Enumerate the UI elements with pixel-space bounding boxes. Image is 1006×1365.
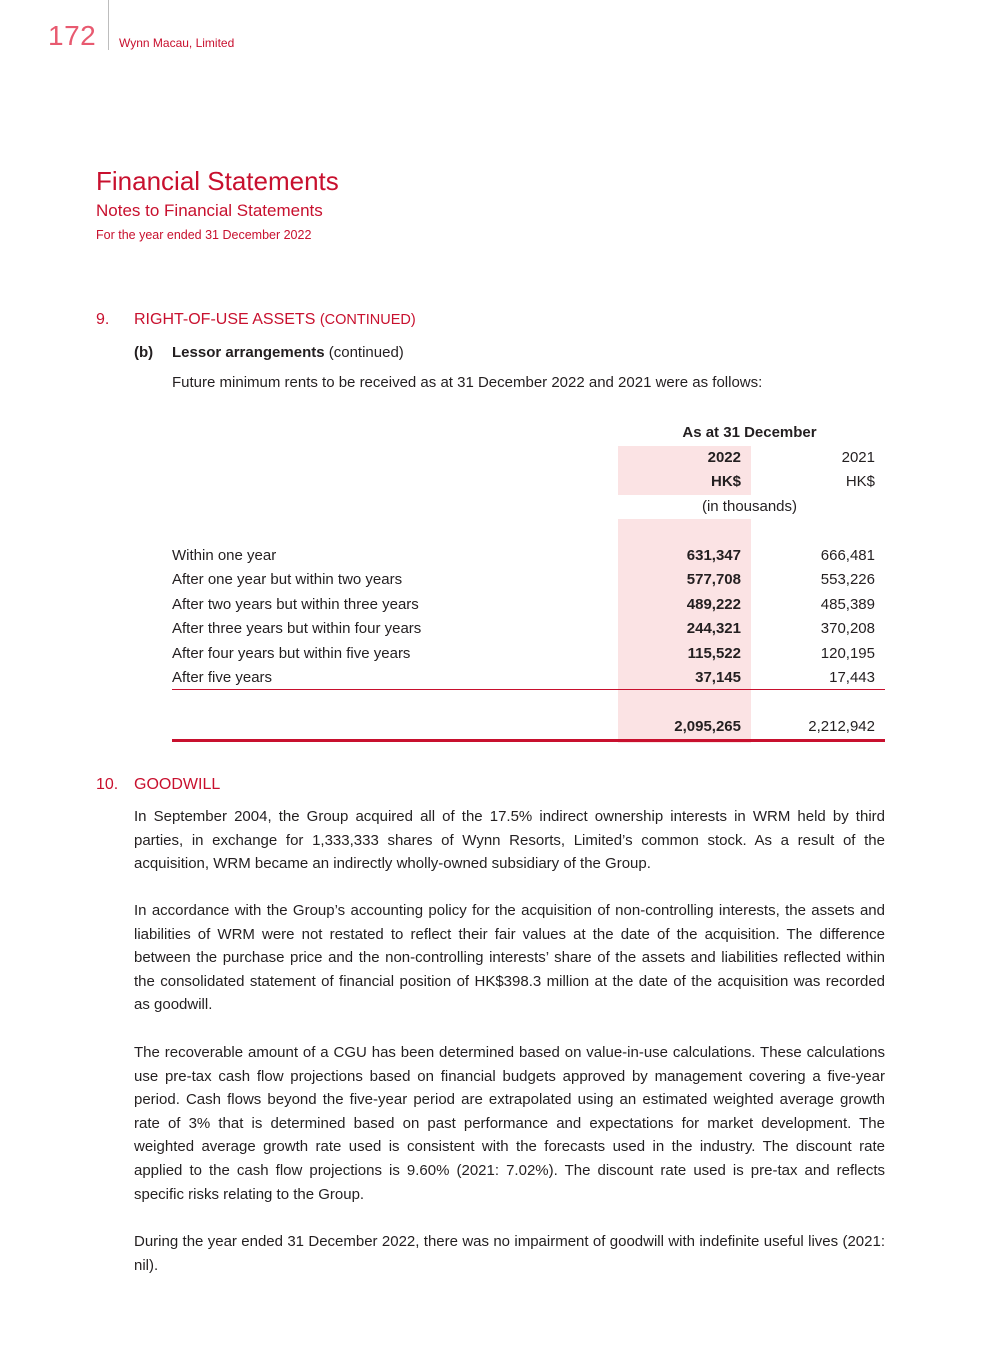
year-2022-header: 2022 xyxy=(707,449,741,466)
page-title: Financial Statements xyxy=(96,166,339,196)
total-double-rule xyxy=(172,739,885,742)
subsection-label: (b) xyxy=(134,344,154,361)
section-10-title: GOODWILL xyxy=(134,776,221,793)
table-row-value-2022: 489,222 xyxy=(686,596,741,613)
table-unit: (in thousands) xyxy=(701,498,798,515)
company-name: Wynn Macau, Limited xyxy=(119,36,235,50)
table-row-value-2022: 631,347 xyxy=(686,547,741,564)
table-row-value-2021: 485,389 xyxy=(820,596,875,613)
goodwill-paragraph: During the year ended 31 December 2022, there was no impairment of goodwill with indefinite useful lives (2021: nil). xyxy=(134,1233,885,1274)
table-intro: Future minimum rents to be received as at 31 December 2022 and 2021 were as follows: xyxy=(172,374,763,391)
page-subtitle: Notes to Financial Statements xyxy=(96,201,323,220)
table-total-2022: 2,095,265 xyxy=(674,718,741,735)
page-number: 172 xyxy=(48,20,97,51)
section-9-heading xyxy=(134,311,416,329)
subtotal-rule xyxy=(172,689,885,690)
table-row-value-2022: 244,321 xyxy=(686,620,741,637)
subsection-continued: (continued) xyxy=(328,344,404,361)
table-row-label: After three years but within four years xyxy=(172,620,422,637)
subsection-title: Lessor arrangements xyxy=(172,344,325,361)
table-row-value-2021: 17,443 xyxy=(829,669,875,686)
table-row-value-2021: 666,481 xyxy=(820,547,875,564)
table-row-value-2022: 577,708 xyxy=(686,571,741,588)
year-2021-header: 2021 xyxy=(841,449,875,466)
goodwill-paragraph: In accordance with the Group’s accounting policy for the acquisition of non-controlling interests, the assets and liabilities of WRM were not restated to reflect their fair values at the date of the acquisition. The difference between the purchase price and the non-controlling interests’ share of the assets and liabilities reflected within the consolidated statement of financial position of HK$398.3 million at the date of the acquisition was recorded as goodwill. xyxy=(134,902,885,1014)
subsection-heading xyxy=(172,341,404,365)
table-row-label: After four years but within five years xyxy=(172,645,411,662)
section-9-number: 9. xyxy=(96,311,110,328)
header-divider xyxy=(108,0,109,50)
table-row-value-2022: 115,522 xyxy=(687,645,741,662)
currency-2022-header: HK$ xyxy=(710,473,741,490)
currency-2021-header: HK$ xyxy=(845,473,875,490)
table-row-value-2022: 37,145 xyxy=(695,669,741,686)
goodwill-paragraph: In September 2004, the Group acquired all of the 17.5% indirect ownership interests in WRM held by third parties, in exchange for 1,333,333 shares of Wynn Resorts, Limited’s common stock. As a result of the acquisition, WRM became an indirectly wholly-owned subsidiary of the Group. xyxy=(134,808,885,873)
table-group-header: As at 31 December xyxy=(682,424,817,441)
table-total-2021: 2,212,942 xyxy=(808,718,875,735)
section-9-title: RIGHT-OF-USE ASSETS xyxy=(134,311,316,328)
table-row-label: After five years xyxy=(172,669,273,686)
table-row-label: Within one year xyxy=(172,547,277,564)
table-row-label: After two years but within three years xyxy=(172,596,419,613)
table-row-label: After one year but within two years xyxy=(172,571,403,588)
goodwill-paragraph: The recoverable amount of a CGU has been determined based on value-in-use calculations. These calculations use pre-tax cash flow projections based on financial budgets approved by management covering a five-year period. Cash flows beyond the five-year period are extrapolated using an estimated weighted average growth rate of 3% that is determined based on past performance and expectations for market development. The weighted average growth rate used is consistent with the forecasts used in the industry. The discount rate applied to the cash flow projections is 9.60% (2021: 7.02%). The discount rate used is pre-tax and reflects specific risks relating to the Group. xyxy=(134,1044,885,1203)
table-row-value-2021: 553,226 xyxy=(820,571,875,588)
section-10-number: 10. xyxy=(96,776,119,793)
table-row-value-2021: 370,208 xyxy=(820,620,875,637)
reporting-period: For the year ended 31 December 2022 xyxy=(96,228,312,242)
table-row-value-2021: 120,195 xyxy=(820,645,875,662)
section-9-continued: (CONTINUED) xyxy=(319,312,416,328)
